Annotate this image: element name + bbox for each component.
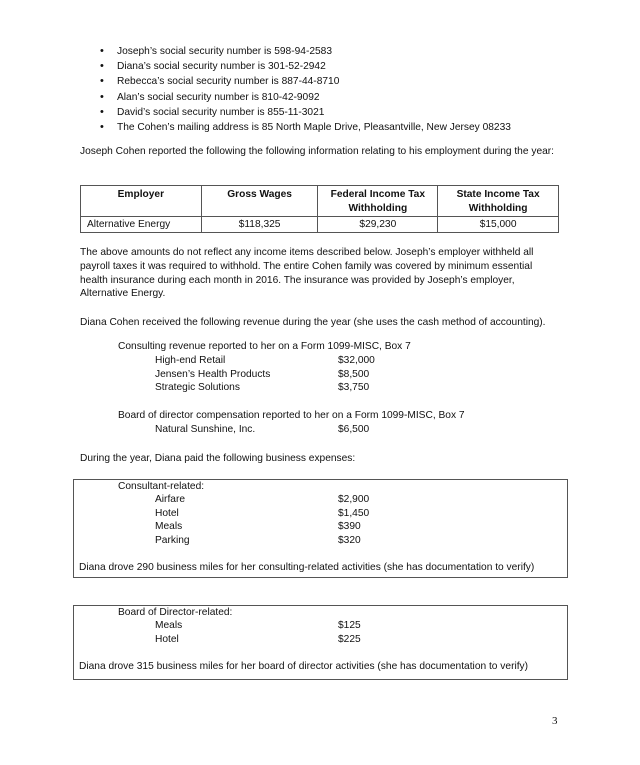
board-amount: $225 [338,634,361,645]
board-comp-heading: Board of director compensation reported to her on a Form 1099-MISC, Box 7 [118,410,465,421]
consulting-label: Jensen’s Health Products [155,369,271,380]
expenses-paragraph: During the year, Diana paid the following business expenses: [80,453,356,464]
page-number: 3 [552,715,558,727]
board-label: Hotel [155,634,179,645]
cell-state-withholding: $15,000 [438,217,559,233]
employment-table [80,185,559,233]
list-item: • Rebecca’s social security number is 887-44-8710 [100,74,511,89]
board-heading: Board of Director-related: [118,607,233,618]
header-state-withholding: State Income Tax Withholding [438,186,559,217]
board-comp-label: Natural Sunshine, Inc. [155,424,256,435]
board-comp-amount: $6,500 [338,424,370,435]
cell-federal-withholding: $29,230 [318,217,438,233]
consultant-label: Parking [155,535,190,546]
list-item: • Alan’s social security number is 810-42-9092 [100,90,511,105]
list-item: • The Cohen’s mailing address is 85 North Maple Drive, Pleasantville, New Jersey 08233 [100,120,511,135]
consultant-amount: $390 [338,521,361,532]
consultant-mileage-note: Diana drove 290 business miles for her consulting-related activities (she has documentation to verify) [79,562,535,573]
consultant-label: Meals [155,521,183,532]
consultant-amount: $1,450 [338,508,370,519]
board-amount: $125 [338,620,361,631]
list-item: • David’s social security number is 855-11-3021 [100,105,511,120]
board-mileage-note: Diana drove 315 business miles for her board of director activities (she has documentation to verify) [79,661,529,672]
diana-revenue-paragraph: Diana Cohen received the following revenue during the year (she uses the cash method of accounting). [80,317,546,328]
consulting-amount: $32,000 [338,355,375,366]
header-employer: Employer [81,186,202,217]
personal-info-list [100,44,511,135]
consultant-heading: Consultant-related: [118,481,205,492]
consultant-label: Hotel [155,508,179,519]
amounts-paragraph: The above amounts do not reflect any income items described below. Joseph’s employer withheld all payroll taxes it was required to withhold. The entire Cohen family was covered by minimum essential health insurance during each month in 2016. The insurance was provided by Joseph’s employer, Alternative Energy. [80,247,534,300]
consulting-amount: $3,750 [338,382,370,393]
table-row [81,217,559,233]
intro-paragraph: Joseph Cohen reported the following the following information relating to his employment during the year: [80,146,554,157]
header-gross-wages: Gross Wages [201,186,318,217]
consulting-heading: Consulting revenue reported to her on a Form 1099-MISC, Box 7 [118,341,411,352]
table-header-row [81,186,559,217]
consulting-label: Strategic Solutions [155,382,240,393]
header-federal-withholding: Federal Income Tax Withholding [318,186,438,217]
consultant-amount: $320 [338,535,361,546]
consultant-amount: $2,900 [338,494,370,505]
cell-gross-wages: $118,325 [201,217,318,233]
list-item: • Joseph’s social security number is 598-94-2583 [100,44,511,59]
consulting-label: High-end Retail [155,355,226,366]
cell-employer: Alternative Energy [81,217,202,233]
consultant-label: Airfare [155,494,186,505]
list-item: • Diana’s social security number is 301-52-2942 [100,59,511,74]
board-label: Meals [155,620,183,631]
consulting-amount: $8,500 [338,369,370,380]
